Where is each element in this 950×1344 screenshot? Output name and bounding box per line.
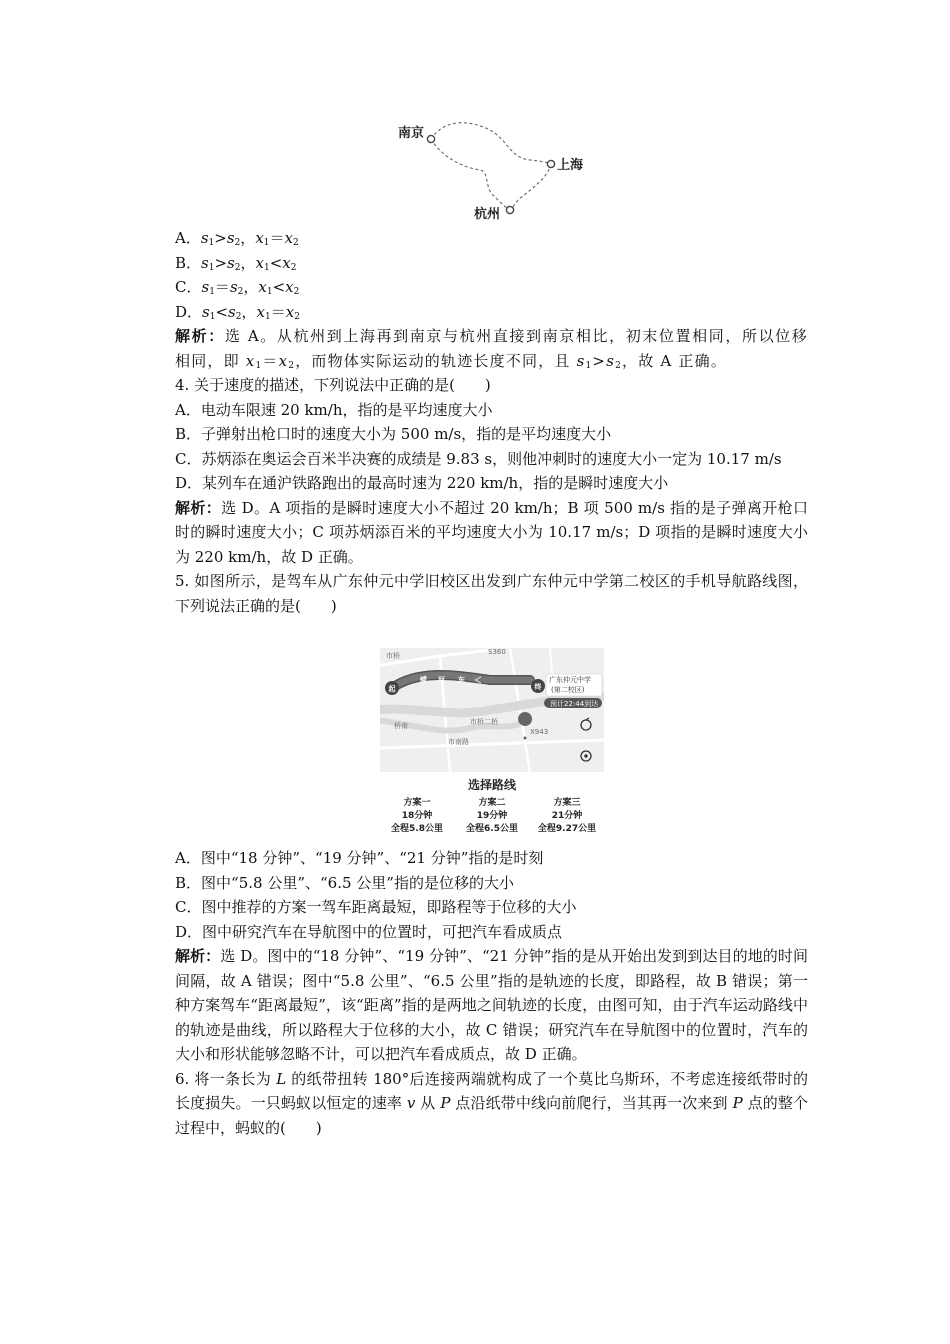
q4-stem: 4. 关于速度的描述，下列说法中正确的是( ) bbox=[175, 376, 491, 394]
plan-time: 19分钟 bbox=[476, 811, 508, 821]
q5-analysis: 解析：选 D。图中的“18 分钟”、“19 分钟”、“21 分钟”指的是从开始出发到到达目的地的时间间隔，故 A 错误；图中“5.8 公里”、“6.5 公里”指的是轨迹的长度，即路程，故 B 错误；第一种方案驾车“距离最短”，该“距离”指的是两地之间轨迹的长度，由图可知，由于汽车运动路线中的轨迹是曲线，所以路程大于位移的大小，故 C 错误；研究汽车在导航图中的位置时，汽车的大小和形状能够忽略不计，可以把汽车看成质点，故 D 正确。 bbox=[175, 947, 808, 1063]
city-label-hangzhou: 杭州 bbox=[474, 207, 501, 220]
plan-name: 方案一 bbox=[403, 798, 431, 808]
plan-time: 18分钟 bbox=[401, 811, 433, 821]
location-pin-icon bbox=[518, 712, 532, 726]
route-diagram-svg bbox=[390, 118, 590, 220]
city-marker-shanghai bbox=[547, 160, 554, 167]
map-label-bridge2: 市桥二桥 bbox=[470, 718, 498, 726]
q3-option-d: D．$s_1<s_2$，$x_1=x_2$ bbox=[175, 302, 300, 322]
navigation-map-svg bbox=[380, 648, 604, 772]
map-label-shiqiao: 市桥 bbox=[386, 652, 400, 660]
plan-name: 方案三 bbox=[553, 798, 581, 808]
q3-analysis: 解析：选 A。从杭州到上海再到南京与杭州直接到南京相比，初末位置相同，所以位移相同，即 $x_1=x_2$，而物体实际运动的轨迹长度不同，且 $s_1>s_2$，故 A 正确。 bbox=[175, 327, 808, 371]
select-route-title: 选择路线 bbox=[467, 778, 516, 792]
plan-distance: 全程5.8公里 bbox=[391, 824, 443, 834]
route-path-shanghai-hangzhou bbox=[510, 164, 551, 210]
navigation-map bbox=[380, 648, 604, 772]
plan-time: 21分钟 bbox=[551, 811, 583, 821]
route-plan-1[interactable] bbox=[380, 797, 454, 836]
plan-name: 方案二 bbox=[478, 798, 506, 808]
plan-distance: 全程9.27公里 bbox=[537, 824, 597, 834]
city-label-shanghai: 上海 bbox=[557, 158, 584, 173]
map-label-shinan-road: 市南路 bbox=[448, 738, 469, 746]
map-label-dong: 东 bbox=[458, 676, 465, 684]
q5-option-c: C．图中推荐的方案一驾车距离最短，即路程等于位移的大小 bbox=[175, 898, 577, 916]
map-label-he: 河 bbox=[438, 676, 445, 684]
route-diagram bbox=[390, 118, 590, 220]
q4-option-c: C．苏炳添在奥运会百米半决赛的成绩是 9.83 s，则他冲刺时的速度大小一定为 10.17 m/s bbox=[175, 449, 782, 468]
map-label-end: 终 bbox=[534, 683, 542, 691]
text-body bbox=[145, 226, 808, 618]
plan-distance: 全程6.5公里 bbox=[466, 824, 518, 834]
q4-option-a: A．电动车限速 20 km/h，指的是平均速度大小 bbox=[175, 400, 493, 419]
map-label-qing: 清 bbox=[420, 676, 427, 684]
route-plan-2[interactable] bbox=[455, 797, 529, 836]
q5-option-d: D．图中研究汽车在导航图中的位置时，可把汽车看成质点 bbox=[175, 922, 563, 941]
map-label-campus: (第二校区) bbox=[551, 686, 585, 694]
city-marker-nanjing bbox=[427, 135, 434, 142]
city-label-nanjing: 南京 bbox=[398, 126, 425, 141]
q3-option-c: C．$s_1=s_2$，$x_1<x_2$ bbox=[175, 278, 300, 297]
city-marker-hangzhou bbox=[506, 206, 513, 213]
q5-option-b: B．图中“5.8 公里”、“6.5 公里”指的是位移的大小 bbox=[175, 873, 514, 892]
route-plan-3[interactable] bbox=[530, 797, 604, 836]
navigation-figure bbox=[380, 648, 604, 836]
q3-option-b: B．$s_1>s_2$，$x_1<x_2$ bbox=[175, 253, 297, 273]
map-label-qiaonan: 桥南 bbox=[394, 722, 408, 730]
q5-section bbox=[145, 846, 808, 1140]
q4-analysis: 解析：选 D。A 项指的是瞬时速度大小不超过 20 km/h；B 项 500 m/s 指的是子弹离开枪口时的瞬时速度大小；C 项苏炳添百米的平均速度大小为 10.17 m/s；D 项指的是瞬时速度大小为 220 km/h，故 D 正确。 bbox=[175, 498, 808, 566]
map-label-eta: 预计22:44到达 bbox=[550, 700, 599, 708]
map-label-start: 起 bbox=[388, 685, 396, 693]
q3-option-a: A．$s_1>s_2$，$x_1=x_2$ bbox=[175, 229, 299, 248]
route-path-nanjing-shanghai bbox=[431, 123, 551, 164]
q4-option-b: B．子弹射出枪口时的速度大小为 500 m/s，指的是平均速度大小 bbox=[175, 425, 612, 443]
map-label-s360: S360 bbox=[488, 648, 506, 656]
q4-option-d: D．某列车在通沪铁路跑出的最高时速为 220 km/h，指的是瞬时速度大小 bbox=[175, 474, 669, 492]
q5-option-a: A．图中“18 分钟”、“19 分钟”、“21 分钟”指的是时刻 bbox=[175, 849, 544, 867]
q6-stem: 6. 将一条长为 L 的纸带扭转 180°后连接两端就构成了一个莫比乌斯环，不考虑连接纸带时的长度损失。一只蚂蚁以恒定的速率 v 从 P 点沿纸带中线向前爬行，当其再一次来到 P 点的整个过程中，蚂蚁的( ) bbox=[175, 1069, 808, 1137]
map-label-destination: 广东仲元中学 bbox=[549, 676, 591, 684]
route-plans bbox=[380, 797, 604, 836]
route-path-nanjing-hangzhou bbox=[431, 139, 510, 210]
q5-stem: 5. 如图所示，是驾车从广东仲元中学旧校区出发到广东仲元中学第二校区的手机导航路线图，下列说法正确的是( ) bbox=[175, 572, 808, 615]
map-label-x943: X943 bbox=[530, 728, 549, 736]
